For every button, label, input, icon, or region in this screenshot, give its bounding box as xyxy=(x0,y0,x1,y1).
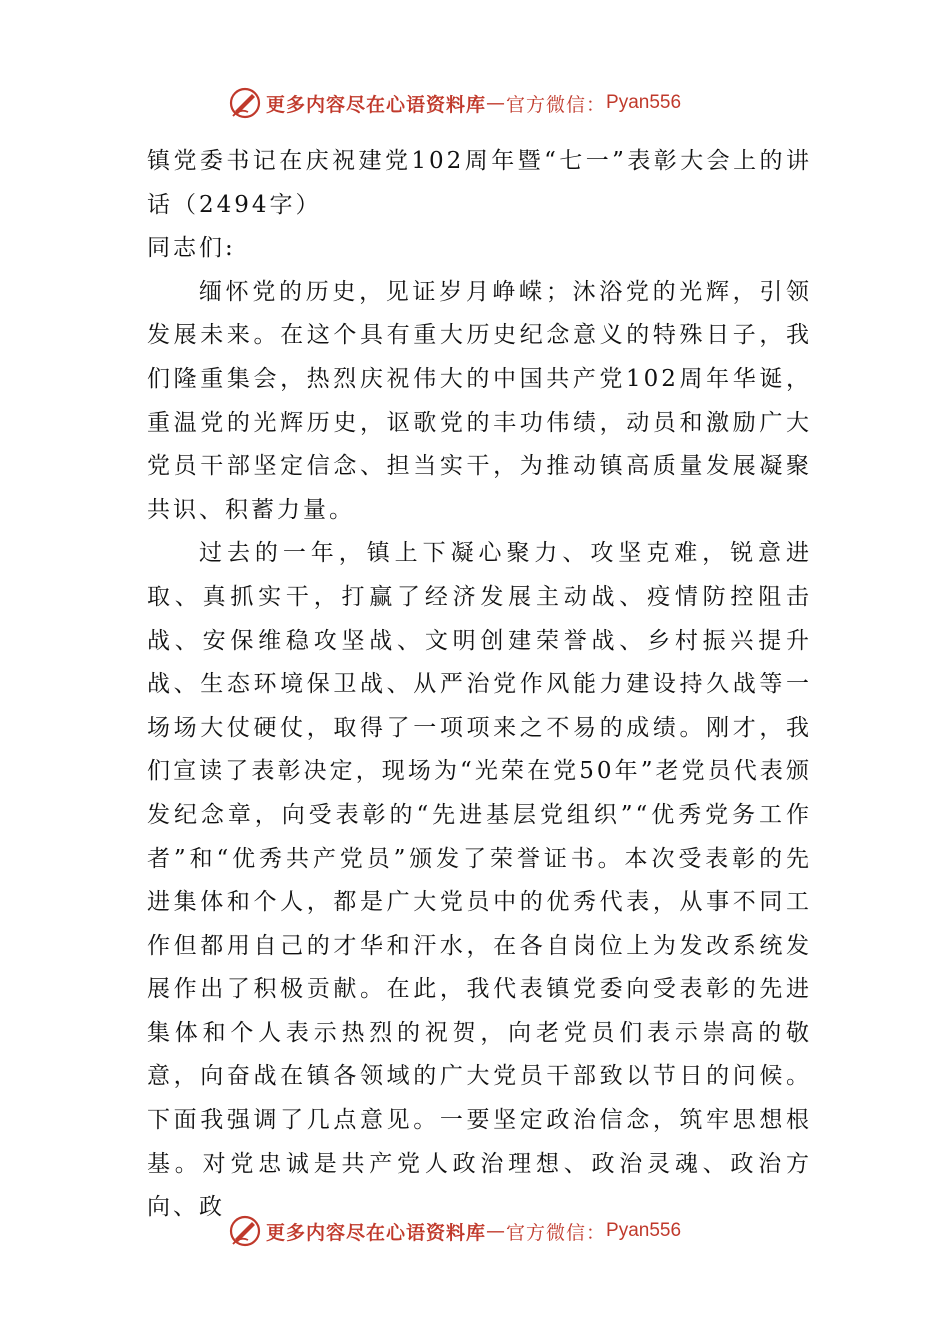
footer-dash: — xyxy=(486,1220,507,1242)
footer-banner xyxy=(228,1213,718,1249)
banner-handle: Pyan556 xyxy=(606,92,682,113)
header-banner xyxy=(228,85,718,121)
footer-brand: 更多内容尽在心语资料库 xyxy=(266,1221,487,1244)
banner-brand: 更多内容尽在心语资料库 xyxy=(266,93,487,116)
footer-handle: Pyan556 xyxy=(606,1220,682,1241)
pen-logo-icon xyxy=(228,86,262,120)
document-body xyxy=(147,140,812,1230)
paragraph-2: 过去的一年，镇上下凝心聚力、攻坚克难，锐意进取、真抓实干，打赢了经济发展主动战、疫情防控阻击战、安保维稳攻坚战、文明创建荣誉战、乡村振兴提升战、生态环境保卫战、从严治党作风能力建设持久战等一场场大仗硬仗，取得了一项项来之不易的成绩。刚才，我们宣读了表彰决定，现场为“光荣在党50年”老党员代表颁发纪念章，向受表彰的“先进基层党组织”“优秀党务工作者”和“优秀共产党员”颁发了荣誉证书。本次受表彰的先进集体和个人，都是广大党员中的优秀代表，从事不同工作但都用自己的才华和汗水，在各自岗位上为发改系统发展作出了积极贡献。在此，我代表镇党委向受表彰的先进集体和个人表示热烈的祝贺，向老党员们表示崇高的敬意，向奋战在镇各领域的广大党员干部致以节日的问候。下面我强调了几点意见。一要坚定政治信念，筑牢思想根基。对党忠诚是共产党人政治理想、政治灵魂、政治方向、政 xyxy=(147,540,812,1221)
salutation: 同志们: xyxy=(147,235,236,262)
document-title: 镇党委书记在庆祝建党102周年暨“七一”表彰大会上的讲话（2494字） xyxy=(147,148,812,218)
footer-official: 官方微信： xyxy=(506,1221,607,1244)
banner-official: 官方微信： xyxy=(506,93,607,116)
banner-dash: — xyxy=(486,92,507,114)
pen-logo-icon xyxy=(228,1214,262,1248)
paragraph-1: 缅怀党的历史，见证岁月峥嵘；沐浴党的光辉，引领发展未来。在这个具有重大历史纪念意义的特殊日子，我们隆重集会，热烈庆祝伟大的中国共产党102周年华诞，重温党的光辉历史，讴歌党的丰功伟绩，动员和激励广大党员干部坚定信念、担当实干，为推动镇高质量发展凝聚共识、积蓄力量。 xyxy=(147,278,812,523)
